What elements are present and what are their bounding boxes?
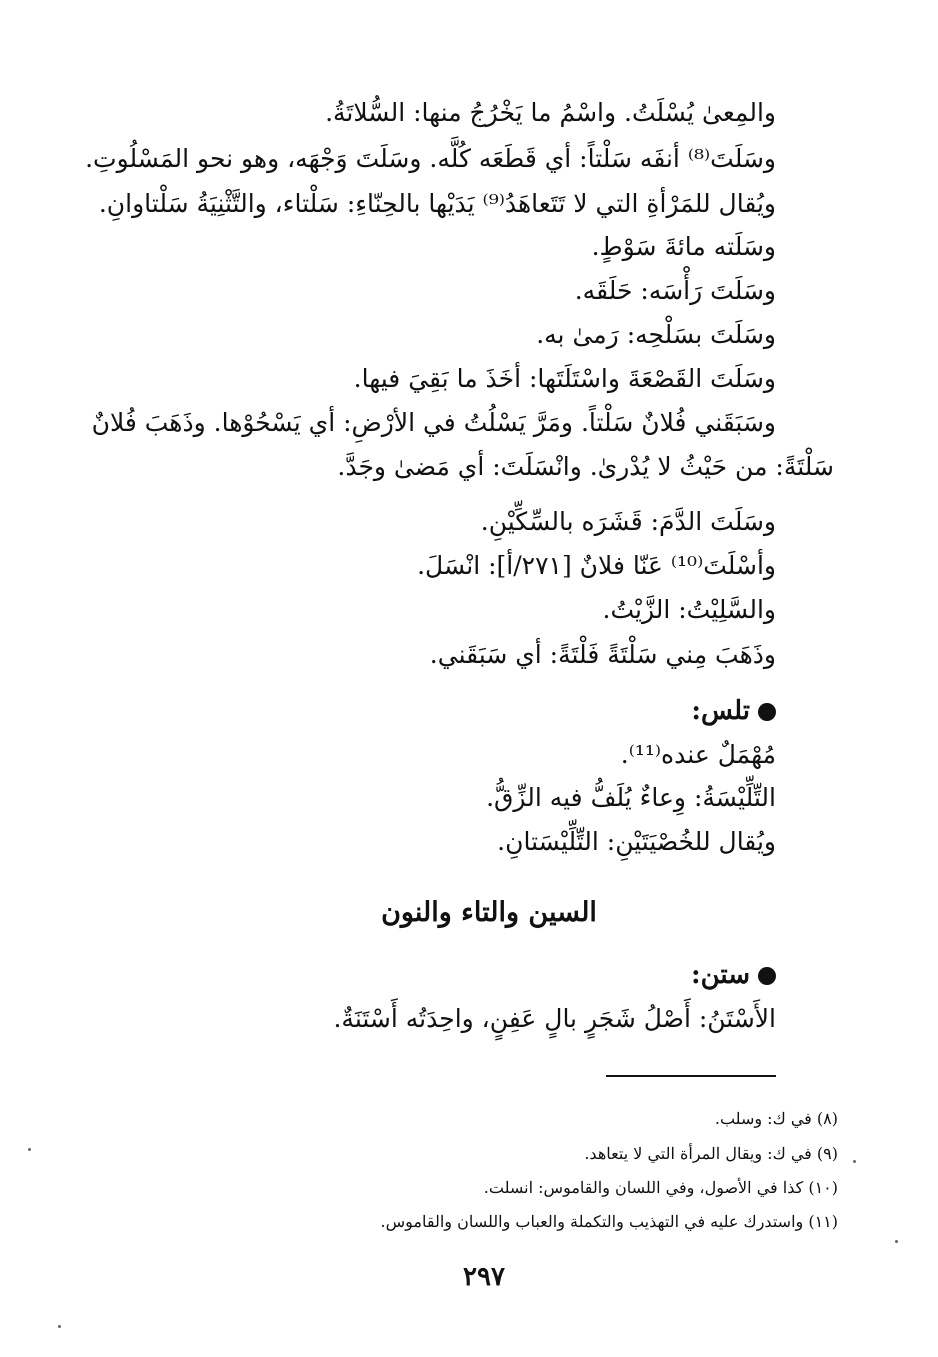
entry-heading-label: تلس: [691, 696, 750, 726]
footnote: (١١) واستدرك عليه في التهذيب والتكملة والعباب واللسان والقاموس. [380, 1212, 838, 1231]
bullet-icon [758, 703, 776, 721]
scan-speck [895, 1240, 898, 1243]
text-line: مُهْمَلٌ عنده⁽¹¹⁾. [620, 740, 776, 769]
text-line: ويُقال للخُصْيَتَيْنِ: التِّلِّيْسَتانِ. [497, 827, 776, 856]
text-line: وسَلَتَ القَصْعَةَ واسْتَلَتَها: أخَذَ ما بَقِيَ فيها. [353, 364, 776, 393]
text-line: الأَسْتَنُ: أَصْلُ شَجَرٍ بالٍ عَفِنٍ، واحِدَتُه أَسْتَنَةٌ. [333, 1004, 776, 1033]
text-line: والسَّلِيْتُ: الزَّيْتُ. [602, 595, 776, 624]
text-line: التِّلِّيْسَةُ: وِعاءٌ يُلَفُّ فيه الزِّقُّ. [486, 783, 776, 812]
entry-heading-tls [691, 694, 776, 728]
footnote: (٨) في ك: وسلب. [714, 1109, 838, 1128]
text-line: وذَهَبَ مِني سَلْتَةً فَلْتَةً: أي سَبَقَني. [429, 640, 776, 669]
text-line: وسَلَتَ⁽⁸⁾ أنفَه سَلْتاً: أي قَطَعَه كُلَّه. وسَلَتَ وَجْهَه، وهو نحو المَسْلُوتِ. [85, 144, 776, 173]
text-line: وسَلَته مائةَ سَوْطٍ. [591, 232, 776, 261]
entry-heading-label: ستن: [690, 960, 750, 990]
text-line-justified: وسَبَقَني فُلانٌ سَلْتاً. ومَرَّ يَسْلُتُ في الأرْضِ: أي يَسْحُوْها. وذَهَبَ فُلانٌ [91, 408, 776, 437]
text-line: ويُقال للمَرْأةِ التي لا تَتَعاهَدُ⁽⁹⁾ يَدَيْها بالحِنّاءِ: سَلْتاء، والتَّثْنِيَةُ سَلْتاوانِ. [98, 189, 776, 218]
scan-speck [853, 1160, 856, 1163]
entry-heading-stn [691, 958, 776, 992]
footnote-separator [606, 1075, 776, 1077]
footnote: (٩) في ك: ويقال المرأة التي لا يتعاهد. [584, 1144, 838, 1163]
text-line: والمِعىٰ يُسْلَتُ. واسْمُ ما يَخْرُجُ منها: السُّلاتَةُ. [325, 98, 776, 127]
scan-speck [28, 1148, 31, 1151]
page-number: ٢٩٧ [463, 1262, 505, 1292]
bullet-icon [758, 967, 776, 985]
text-line: وسَلَتَ الدَّمَ: قَشَرَه بالسِّكِّيْنِ. [480, 507, 776, 536]
footnote: (١٠) كذا في الأصول، وفي اللسان والقاموس: انسلت. [483, 1178, 838, 1197]
text-line: وأسْلَتَ⁽¹⁰⁾ عَنّا فلانٌ [٢٧١/أ]: انْسَلَ. [417, 551, 776, 580]
scan-speck [58, 1325, 61, 1328]
text-line-outdent: سَلْتَةً: من حَيْثُ لا يُدْرىٰ. وانْسَلَتَ: أي مَضىٰ وجَدَّ. [337, 452, 834, 481]
section-title: السين والتاء والنون [381, 897, 597, 928]
text-line: وسَلَتَ بسَلْحِه: رَمىٰ به. [536, 320, 776, 349]
text-line: وسَلَتَ رَأْسَه: حَلَقَه. [574, 276, 776, 305]
